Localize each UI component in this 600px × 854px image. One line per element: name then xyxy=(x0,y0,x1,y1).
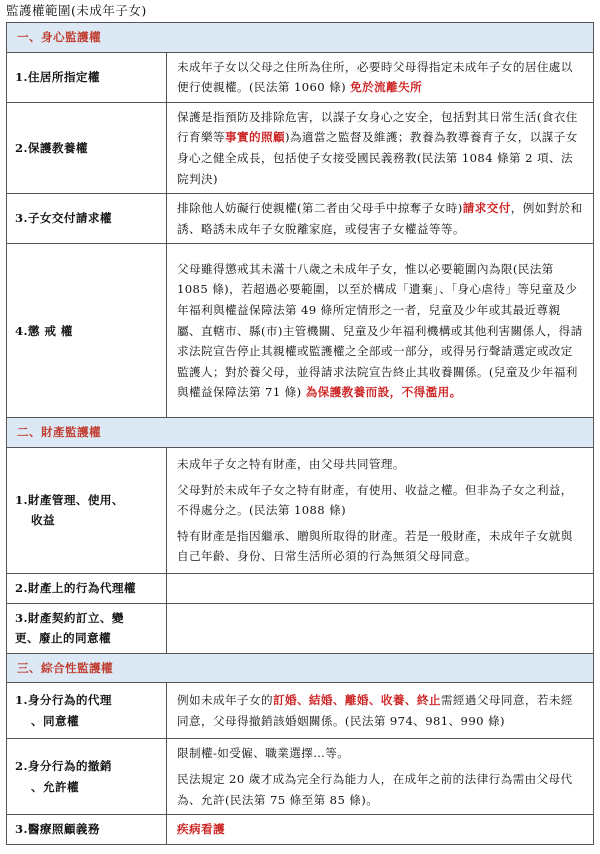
highlight-text: 為保護教養而設，不得濫用。 xyxy=(305,385,462,400)
row-text: 排除他人妨礙行使親權(第二者由父母手中掠奪子女時) xyxy=(177,201,463,216)
row-value xyxy=(167,739,594,815)
table-row xyxy=(7,815,594,845)
row-key: 2.保護教養權 xyxy=(7,102,167,193)
table-row xyxy=(7,739,594,815)
section-header-row xyxy=(7,418,594,448)
row-value xyxy=(167,603,594,653)
row-value xyxy=(167,244,594,418)
section-title: 三、綜合性監護權 xyxy=(7,653,594,683)
row-key: 3.子女交付請求權 xyxy=(7,194,167,244)
row-key-line: 收益 xyxy=(31,513,55,528)
row-key: 2.財產上的行為代理權 xyxy=(7,573,167,603)
row-key xyxy=(7,683,167,739)
row-value xyxy=(167,683,594,739)
row-key xyxy=(7,739,167,815)
table-row xyxy=(7,447,594,573)
row-text: 父母雖得懲戒其未滿十八歲之未成年子女，惟以必要範圍內為限(民法第 1085 條)，若超過必要範圍，以至於構成「遺棄」、「身心虐待」等兒童及少年福利與權益保障法第 49 條所定情形之一者，兒童及少年或其最近尊親屬、直轄市、縣(市)主管機關、兒童及少年福利機構或其他利害關係人，得請求法院宣告停止其親權或監護權之全部或一部分，或得另行聲請選定或改定監護人；對於養父母，並得請求法院宣告終止其收養關係。(兒童及少年福利與權益保障法第 71 條) xyxy=(177,261,583,400)
row-text: 例如未成年子女的 xyxy=(177,693,273,708)
row-key-line: 3.財產契約訂立、變 xyxy=(15,610,124,625)
table-row xyxy=(7,683,594,739)
row-key-line: 2.身分行為的撤銷 xyxy=(15,759,112,774)
row-text: ，例如對於和誘、略誘未成年子女脫離家庭，或侵害子女權益等等。 xyxy=(177,201,583,236)
table-row xyxy=(7,102,594,193)
row-paragraph: 限制權-如受僱、職業選擇…等。 xyxy=(177,746,350,761)
row-key-line: 1.身分行為的代理 xyxy=(15,693,112,708)
section-header-row xyxy=(7,653,594,683)
section-header-row xyxy=(7,23,594,53)
row-key-line: 、同意權 xyxy=(31,713,79,728)
row-text: 保護是指預防及排除危害，以謀子女身心之安全，包括對其日常生活(食衣住行育樂等 xyxy=(177,109,578,145)
row-key-line: 1.財產管理、使用、 xyxy=(15,492,124,507)
document-caption: 監護權範圍(未成年子女) xyxy=(6,3,147,18)
row-value xyxy=(167,102,594,193)
table-row xyxy=(7,573,594,603)
custody-rights-table xyxy=(6,22,594,845)
table-row xyxy=(7,603,594,653)
highlight-text: 事實的照顧 xyxy=(224,130,285,145)
row-paragraph: 父母對於未成年子女之特有財產，有使用、收益之權。但非為子女之利益，不得處分之。(民法第 1088 條) xyxy=(177,482,573,518)
row-text: 需經過父母同意，若未經同意，父母得撤銷該婚姻關係。(民法第 974、981、990 條) xyxy=(177,693,573,728)
row-value xyxy=(167,573,594,603)
row-paragraph: 未成年子女之特有財產，由父母共同管理。 xyxy=(177,456,405,471)
section-title: 二、財產監護權 xyxy=(7,418,594,448)
highlight-text: 請求交付 xyxy=(462,201,511,216)
row-paragraph: 民法規定 20 歲才成為完全行為能力人，在成年之前的法律行為需由父母代為、允許(民法第 75 條至第 85 條)。 xyxy=(177,771,573,807)
row-key xyxy=(7,447,167,573)
highlight-text: 免於流離失所 xyxy=(350,80,423,95)
row-text: )為適當之監督及維護；教養為教導養育子女，以謀子女身心之健全成長，包括使子女接受國民義務教(民法第 1084 條第 2 項、法院判決) xyxy=(177,130,578,186)
row-key: 3.醫療照顧義務 xyxy=(7,815,167,845)
row-key xyxy=(7,603,167,653)
table-row xyxy=(7,194,594,244)
highlight-text: 疾病看護 xyxy=(177,822,225,837)
row-text: 未成年子女以父母之住所為住所，必要時父母得指定未成年子女的居住處以便行使親權。(民法第 1060 條) xyxy=(177,59,573,95)
row-key-line: 更、廢止的同意權 xyxy=(15,631,111,646)
row-value xyxy=(167,194,594,244)
row-value xyxy=(167,447,594,573)
highlight-text: 訂婚、結婚、離婚、收養、終止 xyxy=(272,693,441,708)
section-title: 一、身心監護權 xyxy=(7,23,594,53)
row-key-line: 、允許權 xyxy=(31,779,79,794)
row-key: 1.住居所指定權 xyxy=(7,52,167,102)
table-row xyxy=(7,52,594,102)
row-paragraph: 特有財產是指因繼承、贈與所取得的財產。若是一般財產，未成年子女就與自己年齡、身份、日常生活所必須的行為無須父母同意。 xyxy=(177,528,573,564)
table-row xyxy=(7,244,594,418)
row-key: 4.懲 戒 權 xyxy=(7,244,167,418)
row-value xyxy=(167,815,594,845)
row-value xyxy=(167,52,594,102)
